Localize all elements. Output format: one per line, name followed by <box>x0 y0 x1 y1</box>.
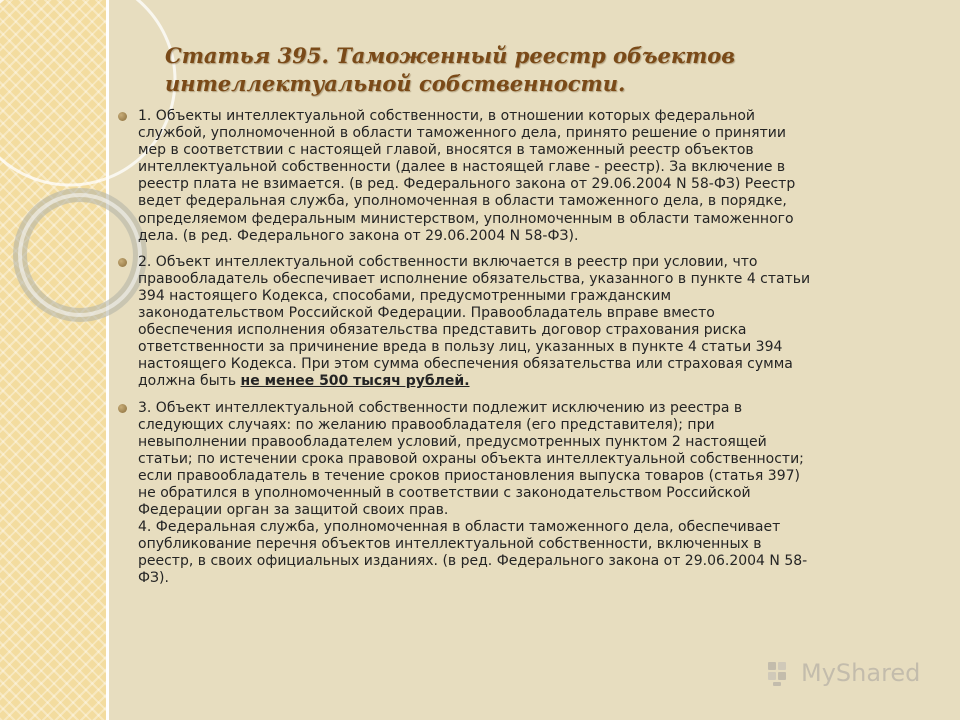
list-item <box>118 254 918 391</box>
slide-title <box>165 42 865 98</box>
bullet-icon <box>118 258 127 267</box>
watermark-text: MyShared <box>801 659 921 687</box>
slide-title-line2: интеллектуальной собственности. <box>165 71 626 96</box>
paragraph-3-text: 3. Объект интеллектуальной собственности подлежит исключению из реестра в следующих случаях: по желанию правообладателя (его представителя); при невыполнении правообладателем условий, предусмотренных пунктом 2 настоящей статьи; по истечении срока правовой охраны объекта интеллектуальной собственности; если правообладатель в течение сроков приостановления выпуска товаров (статья 397) не обратился в уполномоченный в соответствии с законодательством Российской Федерации орган за защитой своих прав. 4. Федеральная служба, уполномоченная в области таможенного дела, обеспечивает опубликование перечня объектов интеллектуальной собственности, включенных в реестр, в своих официальных изданиях. (в ред. Федерального закона от 29.06.2004 N 58- ФЗ). <box>138 399 808 587</box>
paragraph-1-text: 1. Объекты интеллектуальной собственности, в отношении которых федеральной службой, уполномоченной в области таможенного дела, принято решение о принятии мер в соответствии с настоящей главой, вносятся в таможенный реестр объектов интеллектуальной собственности (далее в настоящей главе - реестр). За включение в реестр плата не взимается. (в ред. Федерального закона от 29.06.2004 N 58-ФЗ) Реестр ведет федеральная служба, уполномоченная в области таможенного дела, в порядке, определяемом федеральным министерством, уполномоченным в области таможенного дела. (в ред. Федерального закона от 29.06.2004 N 58-ФЗ). <box>138 108 796 244</box>
paragraph-2-underlined-amount: не менее 500 тысяч рублей. <box>240 373 470 390</box>
myshared-logo-icon <box>765 658 795 688</box>
article-paragraph-list <box>118 108 918 597</box>
slide-title-line1: Статья 395. Таможенный реестр объектов <box>165 43 736 68</box>
paragraph-2 <box>138 254 918 391</box>
paragraph-2-text: 2. Объект интеллектуальной собственности включается в реестр при условии, что правообладатель обеспечивает исполнение обязательства, указанного в пункте 4 статьи 394 настоящего Кодекса, способами, предусмотренными гражданским законодательством Российской Федерации. Правообладатель вправе вместо обеспечения исполнения обязательства представить договор страхования риска ответственности за причинение вреда в пользу лиц, указанных в пункте 4 статьи 394 настоящего Кодекса. При этом сумма обеспечения обязательства или страховая сумма должна быть <box>138 253 811 390</box>
list-item <box>118 400 918 588</box>
list-item <box>118 108 918 245</box>
myshared-watermark <box>765 658 920 688</box>
bullet-icon <box>118 112 127 121</box>
bullet-icon <box>118 404 127 413</box>
